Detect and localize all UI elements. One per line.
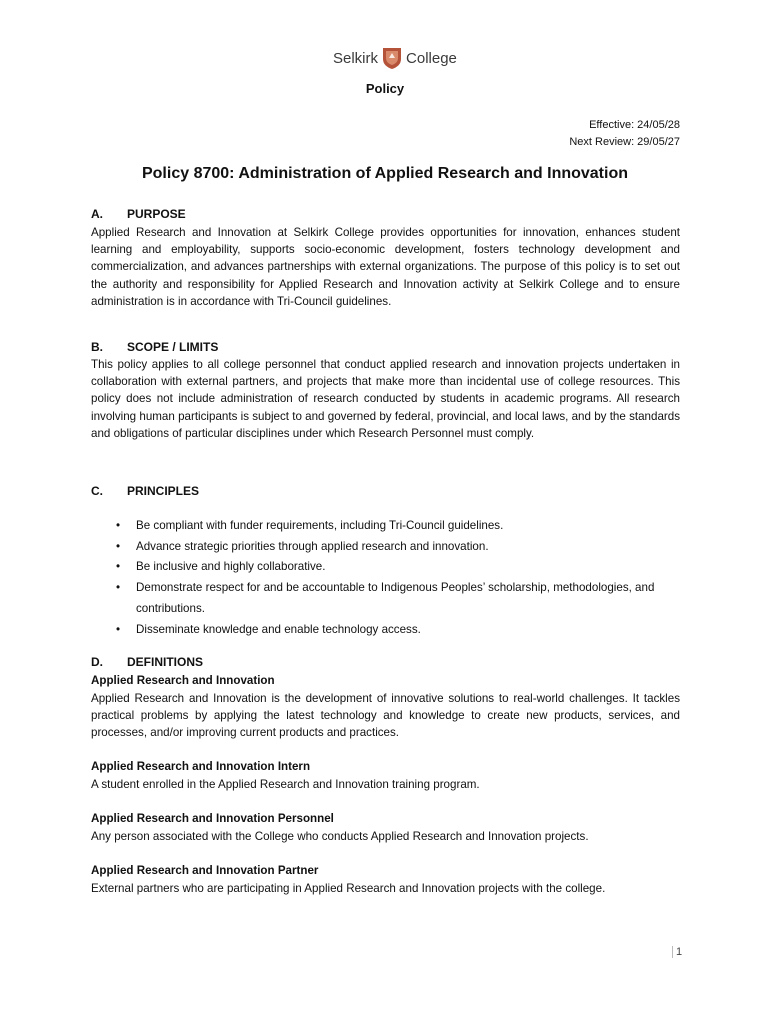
definition-term: Applied Research and Innovation Personnel: [91, 812, 334, 825]
section-heading-scope: [91, 340, 218, 354]
purpose-text: Applied Research and Innovation at Selkirk College provides opportunities for innovation, enhances student learning and employability, supports socio-economic development, fosters technology development and commercialization, and advances partnerships with external organizations. The purpose of this policy is to set out the authority and responsibility for Applied Research and Innovation activity at Selkirk College and to ensure administration is in accordance with Tri-Council guidelines.: [91, 226, 680, 308]
section-heading-principles: [91, 484, 199, 498]
section-title: DEFINITIONS: [127, 655, 204, 669]
logo-text-right: College: [406, 49, 457, 67]
policy-dates: [569, 117, 680, 151]
section-heading-purpose: [91, 207, 186, 221]
section-title: SCOPE / LIMITS: [127, 340, 219, 354]
list-item: • Be compliant with funder requirements, including Tri-Council guidelines.: [116, 519, 504, 532]
section-title: PRINCIPLES: [127, 484, 200, 498]
logo-text-left: Selkirk: [333, 49, 379, 67]
list-item: • Disseminate knowledge and enable technology access.: [116, 622, 421, 636]
list-item: • Be inclusive and highly collaborative.: [116, 560, 326, 574]
definition-term: Applied Research and Innovation Partner: [91, 864, 319, 877]
next-review-date: Next Review: 29/05/27: [569, 136, 680, 148]
list-item: • Advance strategic priorities through applied research and innovation.: [116, 539, 489, 553]
definition-text: External partners who are participating in Applied Research and Innovation projects with the college.: [91, 882, 606, 895]
selkirk-college-logo: [333, 44, 457, 72]
effective-date: Effective: 24/05/28: [589, 119, 680, 131]
section-letter: C.: [91, 484, 103, 498]
section-title: PURPOSE: [127, 207, 186, 221]
list-item: • Demonstrate respect for and be accountable to Indigenous Peoples’ scholarship, methodologies, and contributions.: [116, 581, 655, 615]
definition-term: Applied Research and Innovation Intern: [91, 760, 311, 773]
definition-text: Any person associated with the College who conducts Applied Research and Innovation projects.: [91, 830, 589, 843]
section-letter: B.: [91, 340, 103, 354]
principles-list: [116, 516, 684, 640]
page-number: 1: [672, 946, 682, 958]
section-letter: D.: [91, 655, 103, 669]
document-type: Policy: [365, 81, 405, 96]
definition-text: Applied Research and Innovation is the development of innovative solutions to real-world challenges. It tackles practical problems by applying the latest technology and knowledge to create new products, services, and processes, and/or improving current products and practices.: [91, 692, 680, 740]
section-letter: A.: [91, 207, 103, 221]
shield-icon: [382, 46, 402, 70]
section-heading-definitions: [91, 655, 203, 669]
scope-text: This policy applies to all college personnel that conduct applied research and innovation projects undertaken in collaboration with external partners, and projects that make more than incidental use of college resources. This policy does not include administration of research conducted by students in academic programs. All research involving human participants is subject to and governed by federal, provincial, and local laws, and by the standards and obligations of particular disciplines under which Research Personnel must comply.: [91, 358, 680, 440]
definition-text: A student enrolled in the Applied Research and Innovation training program.: [91, 778, 480, 791]
policy-title: Policy 8700: Administration of Applied Research and Innovation: [141, 165, 628, 182]
definition-term: Applied Research and Innovation: [91, 674, 275, 687]
